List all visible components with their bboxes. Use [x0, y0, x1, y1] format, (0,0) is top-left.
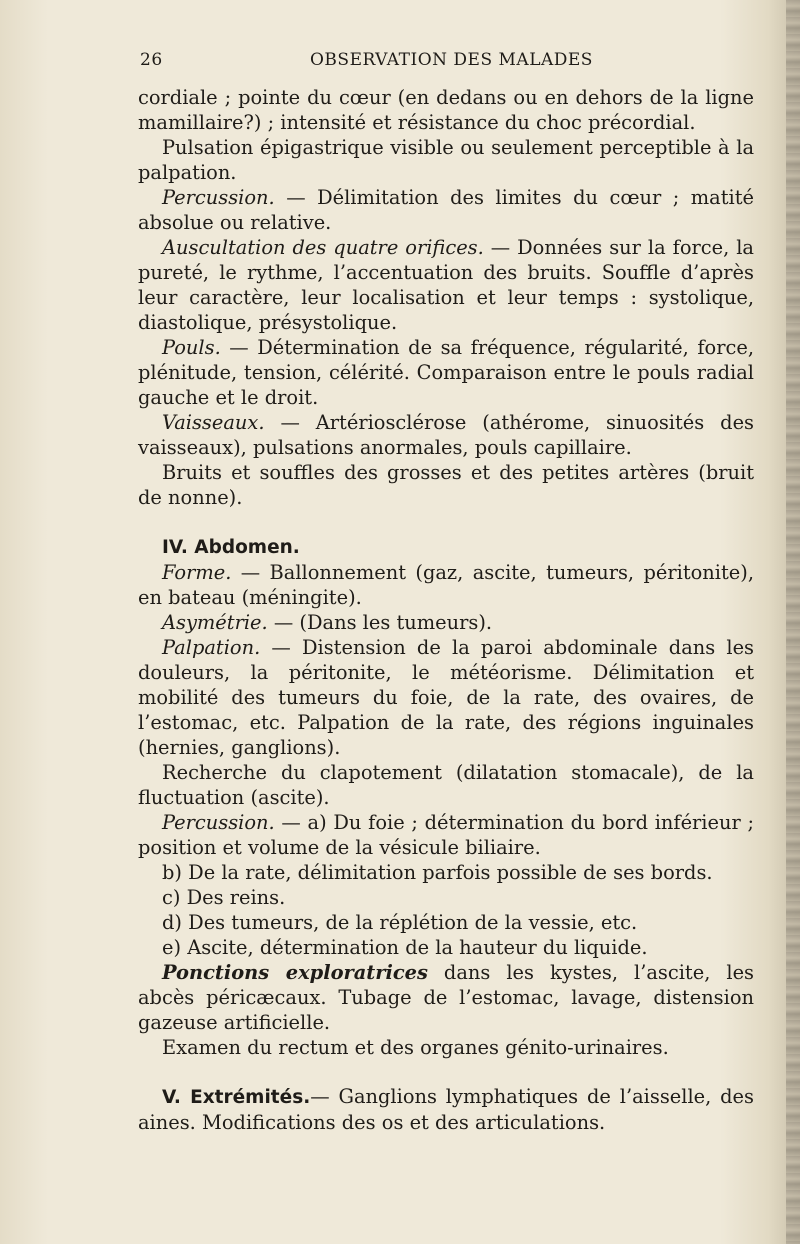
paragraph-succussion: Recherche du clapotement (dilatation stomacale), de la fluctuation (ascite).	[138, 761, 754, 809]
paragraph-spleen: b) De la rate, délimitation parfois possible de ses bords.	[162, 861, 713, 884]
paragraph-abdominal-percussion: Percussion. — a) Du foie ; détermination du bord inférieur ; position et volume de la vésicule biliaire.	[138, 811, 754, 859]
section-gap	[138, 510, 754, 534]
page-body	[138, 85, 754, 1135]
paragraph-rectal-exam: Examen du rectum et des organes génito-urinaires.	[162, 1036, 669, 1059]
paragraph-cardiac-percussion: Percussion. — Délimitation des limites du cœur ; matité absolue ou relative.	[138, 186, 754, 234]
running-header	[140, 50, 750, 74]
paragraph-arterial-murmurs: Bruits et souffles des grosses et des petites artères (bruit de nonne).	[138, 461, 754, 509]
paragraph-cardiac-apex: cordiale ; pointe du cœur (en dedans ou en dehors de la ligne mamillaire?) ; intensité et résistance du choc précordial.	[138, 86, 754, 134]
paragraph-auscultation: Auscultation des quatre orifices. — Données sur la force, la pureté, le rythme, l’accentuation des bruits. Souffle d’après leur caractère, leur localisation et leur temps : systolique, diastolique, présystolique.	[138, 236, 754, 334]
page-edge-shadow	[786, 0, 800, 1244]
running-title: OBSERVATION DES MALADES	[310, 50, 593, 70]
paragraph-asymmetry: Asymétrie. — (Dans les tumeurs).	[162, 611, 493, 634]
section-gap	[138, 1060, 754, 1084]
section-extremities: V. Extrémités.— Ganglions lymphatiques de l’aisselle, des aines. Modifications des os et des articulations.	[138, 1085, 754, 1134]
paragraph-palpation: Palpation. — Distension de la paroi abdominale dans les douleurs, la péritonite, le météorisme. Délimitation et mobilité des tumeurs du foie, de la rate, des ovaires, de l’estomac, etc. Palpation de la rate, des régions inguinales (hernies, ganglions).	[138, 636, 754, 759]
paragraph-epigastric-pulsation: Pulsation épigastrique visible ou seulement perceptible à la palpation.	[138, 136, 754, 184]
paragraph-tumors: d) Des tumeurs, de la réplétion de la vessie, etc.	[162, 911, 638, 934]
paragraph-shape: Forme. — Ballonnement (gaz, ascite, tumeurs, péritonite), en bateau (méningite).	[138, 561, 754, 609]
section-heading-abdomen: IV. Abdomen.	[162, 537, 300, 558]
paragraph-vessels: Vaisseaux. — Artériosclérose (athérome, sinuosités des vaisseaux), pulsations anormales, pouls capillaire.	[138, 411, 754, 459]
paragraph-punctures: Ponctions exploratrices dans les kystes, l’ascite, les abcès péricæcaux. Tubage de l’estomac, lavage, distension gazeuse artificielle.	[138, 961, 754, 1034]
paragraph-ascites: e) Ascite, détermination de la hauteur du liquide.	[162, 936, 648, 959]
paragraph-kidneys: c) Des reins.	[162, 886, 286, 909]
page-number: 26	[140, 50, 163, 70]
paragraph-pulse: Pouls. — Détermination de sa fréquence, régularité, force, plénitude, tension, célérité. Comparaison entre le pouls radial gauche et le droit.	[138, 336, 754, 409]
